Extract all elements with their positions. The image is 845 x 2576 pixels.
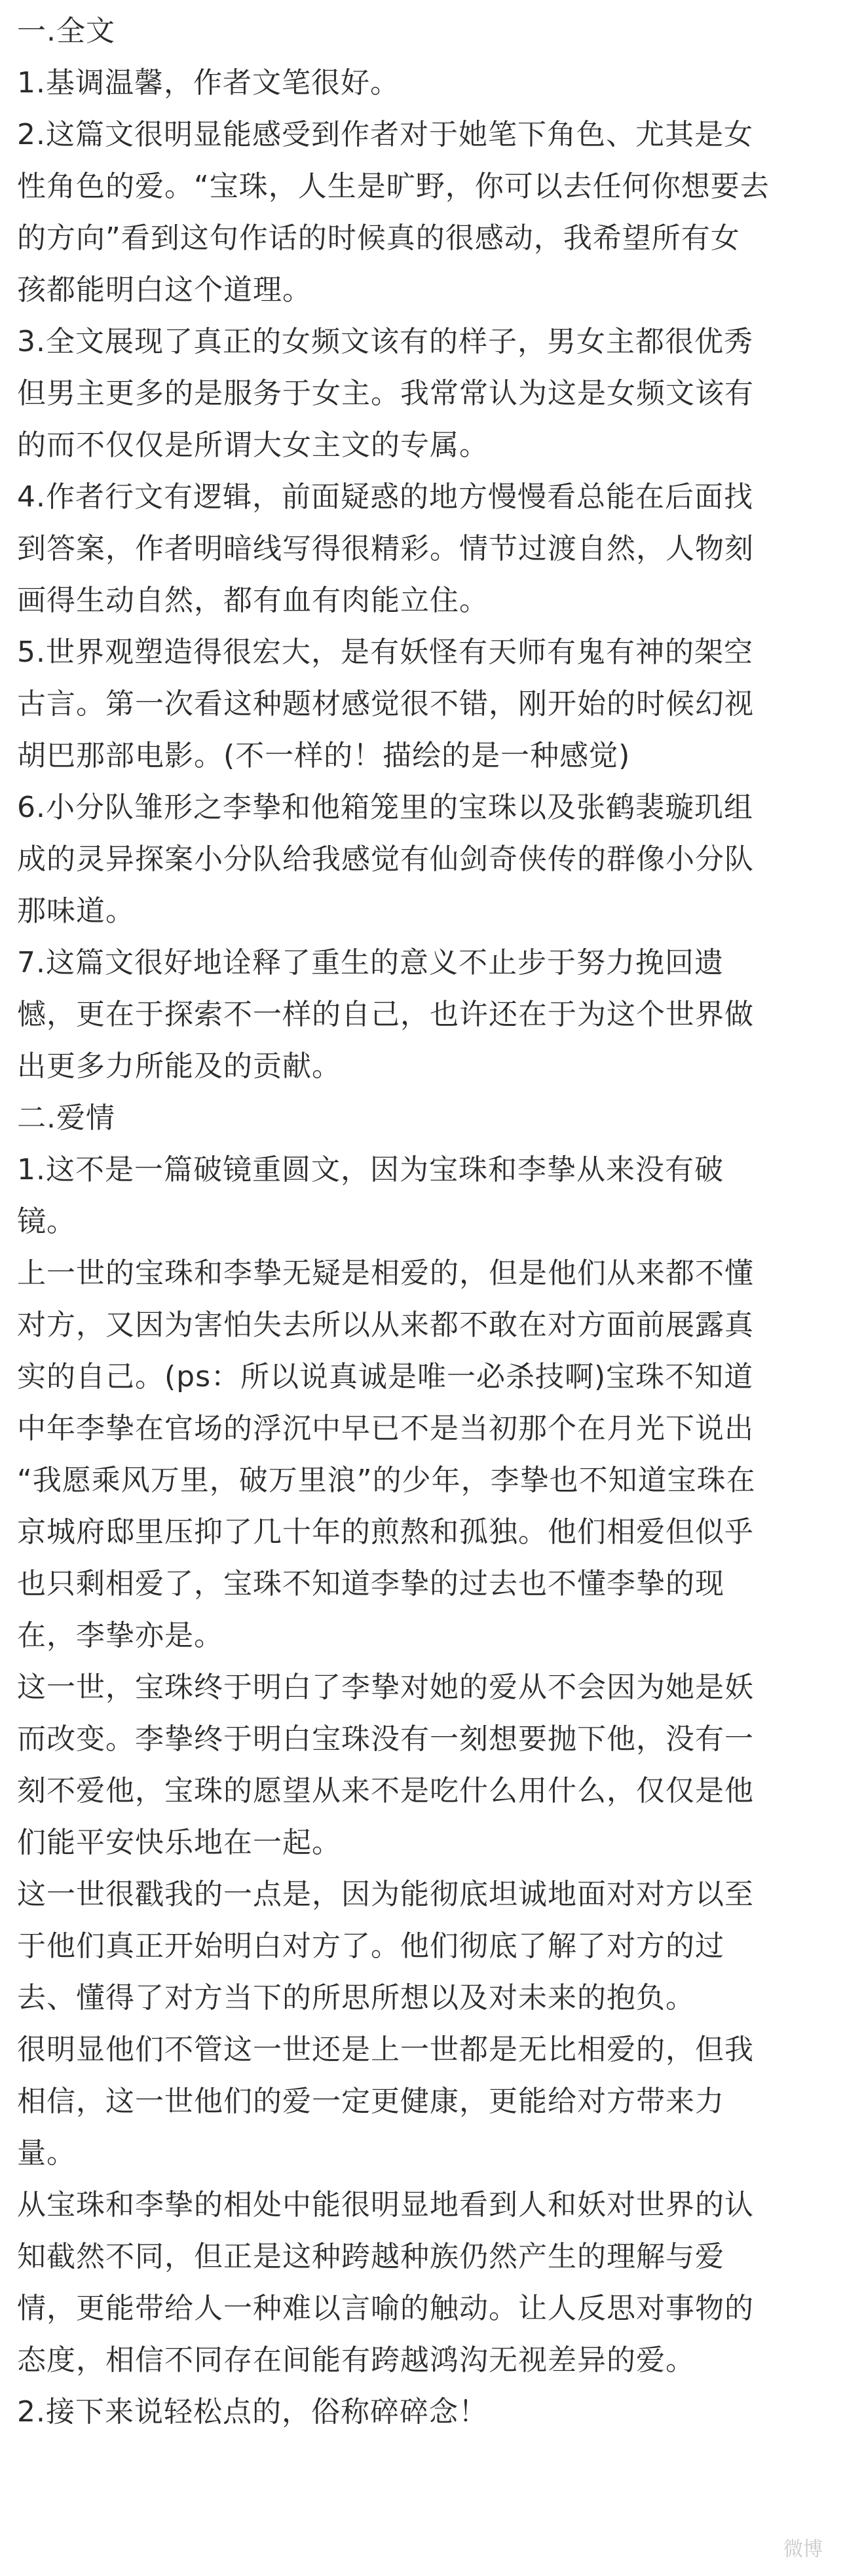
text-line: 很明显他们不管这一世还是上一世都是无比相爱的，但我 [17,2033,754,2066]
text-line: 量。 [17,2136,76,2170]
text-line: 刻不爱他，宝珠的愿望从来不是吃什么用什么，仅仅是他 [17,1774,754,1808]
text-line: 二.爱情 [17,1101,115,1135]
text-line: 中年李挚在官场的浮沉中早已不是当初那个在月光下说出 [17,1412,754,1445]
text-line: 这一世很戳我的一点是，因为能彻底坦诚地面对对方以至 [17,1878,754,1911]
watermark: 微博 [783,2538,823,2561]
text-line: 古言。第一次看这种题材感觉很不错，刚开始的时候幻视 [17,687,754,721]
text-line: 而改变。李挚终于明白宝珠没有一刻想要抛下他，没有一 [17,1722,754,1756]
text-line: 胡巴那部电影。(不一样的！描绘的是一种感觉) [17,739,631,772]
text-line: 性角色的爱。“宝珠，人生是旷野，你可以去任何你想要去 [17,170,770,203]
text-line: 7.这篇文很好地诠释了重生的意义不止步于努力挽回遗 [17,946,724,979]
text-line: 相信，这一世他们的爱一定更健康，更能给对方带来力 [17,2085,724,2118]
text-line: 2.这篇文很明显能感受到作者对于她笔下角色、尤其是女 [17,118,753,151]
text-line: 在，李挚亦是。 [17,1619,223,1652]
text-line: 成的灵异探案小分队给我感觉有仙剑奇侠传的群像小分队 [17,843,754,876]
text-line: 去、懂得了对方当下的所思所想以及对未来的抱负。 [17,1981,695,2015]
text-line: 态度，相信不同存在间能有跨越鸿沟无视差异的爱。 [17,2343,695,2377]
text-line: 1.基调温馨，作者文笔很好。 [17,66,400,100]
text-line: “我愿乘风万里，破万里浪”的少年，李挚也不知道宝珠在 [17,1464,756,1497]
text-line: 3.全文展现了真正的女频文该有的样子，男女主都很优秀 [17,325,753,358]
text-line: 们能平安快乐地在一起。 [17,1826,341,1859]
text-line: 4.作者行文有逻辑，前面疑惑的地方慢慢看总能在后面找 [17,480,753,514]
text-line: 也只剩相爱了，宝珠不知道李挚的过去也不懂李挚的现 [17,1567,724,1601]
text-line: 从宝珠和李挚的相处中能很明显地看到人和妖对世界的认 [17,2188,754,2222]
text-line: 出更多力所能及的贡献。 [17,1050,341,1083]
text-line: 镜。 [17,1205,76,1238]
text-line: 的方向”看到这句作话的时候真的很感动，我希望所有女 [17,221,740,255]
text-line: 到答案，作者明暗线写得很精彩。情节过渡自然，人物刻 [17,532,754,565]
text-line: 但男主更多的是服务于女主。我常常认为这是女频文该有 [17,377,754,410]
text-line: 6.小分队雏形之李挚和他箱笼里的宝珠以及张鹤裴璇玑组 [17,791,753,824]
text-line: 那味道。 [17,894,135,928]
text-line: 憾，更在于探索不一样的自己，也许还在于为这个世界做 [17,998,754,1031]
text-line: 的而不仅仅是所谓大女主文的专属。 [17,428,489,462]
text-line: 这一世，宝珠终于明白了李挚对她的爱从不会因为她是妖 [17,1671,754,1704]
text-line: 京城府邸里压抑了几十年的煎熬和孤独。他们相爱但似乎 [17,1515,754,1549]
text-line: 知截然不同，但正是这种跨越种族仍然产生的理解与爱 [17,2240,724,2273]
text-line: 上一世的宝珠和李挚无疑是相爱的，但是他们从来都不懂 [17,1257,754,1290]
text-line: 实的自己。(ps：所以说真诚是唯一必杀技啊)宝珠不知道 [17,1360,754,1393]
text-line: 1.这不是一篇破镜重圆文，因为宝珠和李挚从来没有破 [17,1153,724,1186]
text-line: 于他们真正开始明白对方了。他们彻底了解了对方的过 [17,1929,724,1963]
text-line: 2.接下来说轻松点的，俗称碎碎念！ [17,2395,488,2429]
text-line: 对方，又因为害怕失去所以从来都不敢在对方面前展露真 [17,1308,754,1342]
text-line: 孩都能明白这个道理。 [17,273,312,307]
text-line: 一.全文 [17,14,115,48]
text-line: 5.世界观塑造得很宏大，是有妖怪有天师有鬼有神的架空 [17,635,753,669]
text-line: 画得生动自然，都有血有肉能立住。 [17,584,489,617]
text-line: 情，更能带给人一种难以言喻的触动。让人反思对事物的 [17,2292,754,2325]
